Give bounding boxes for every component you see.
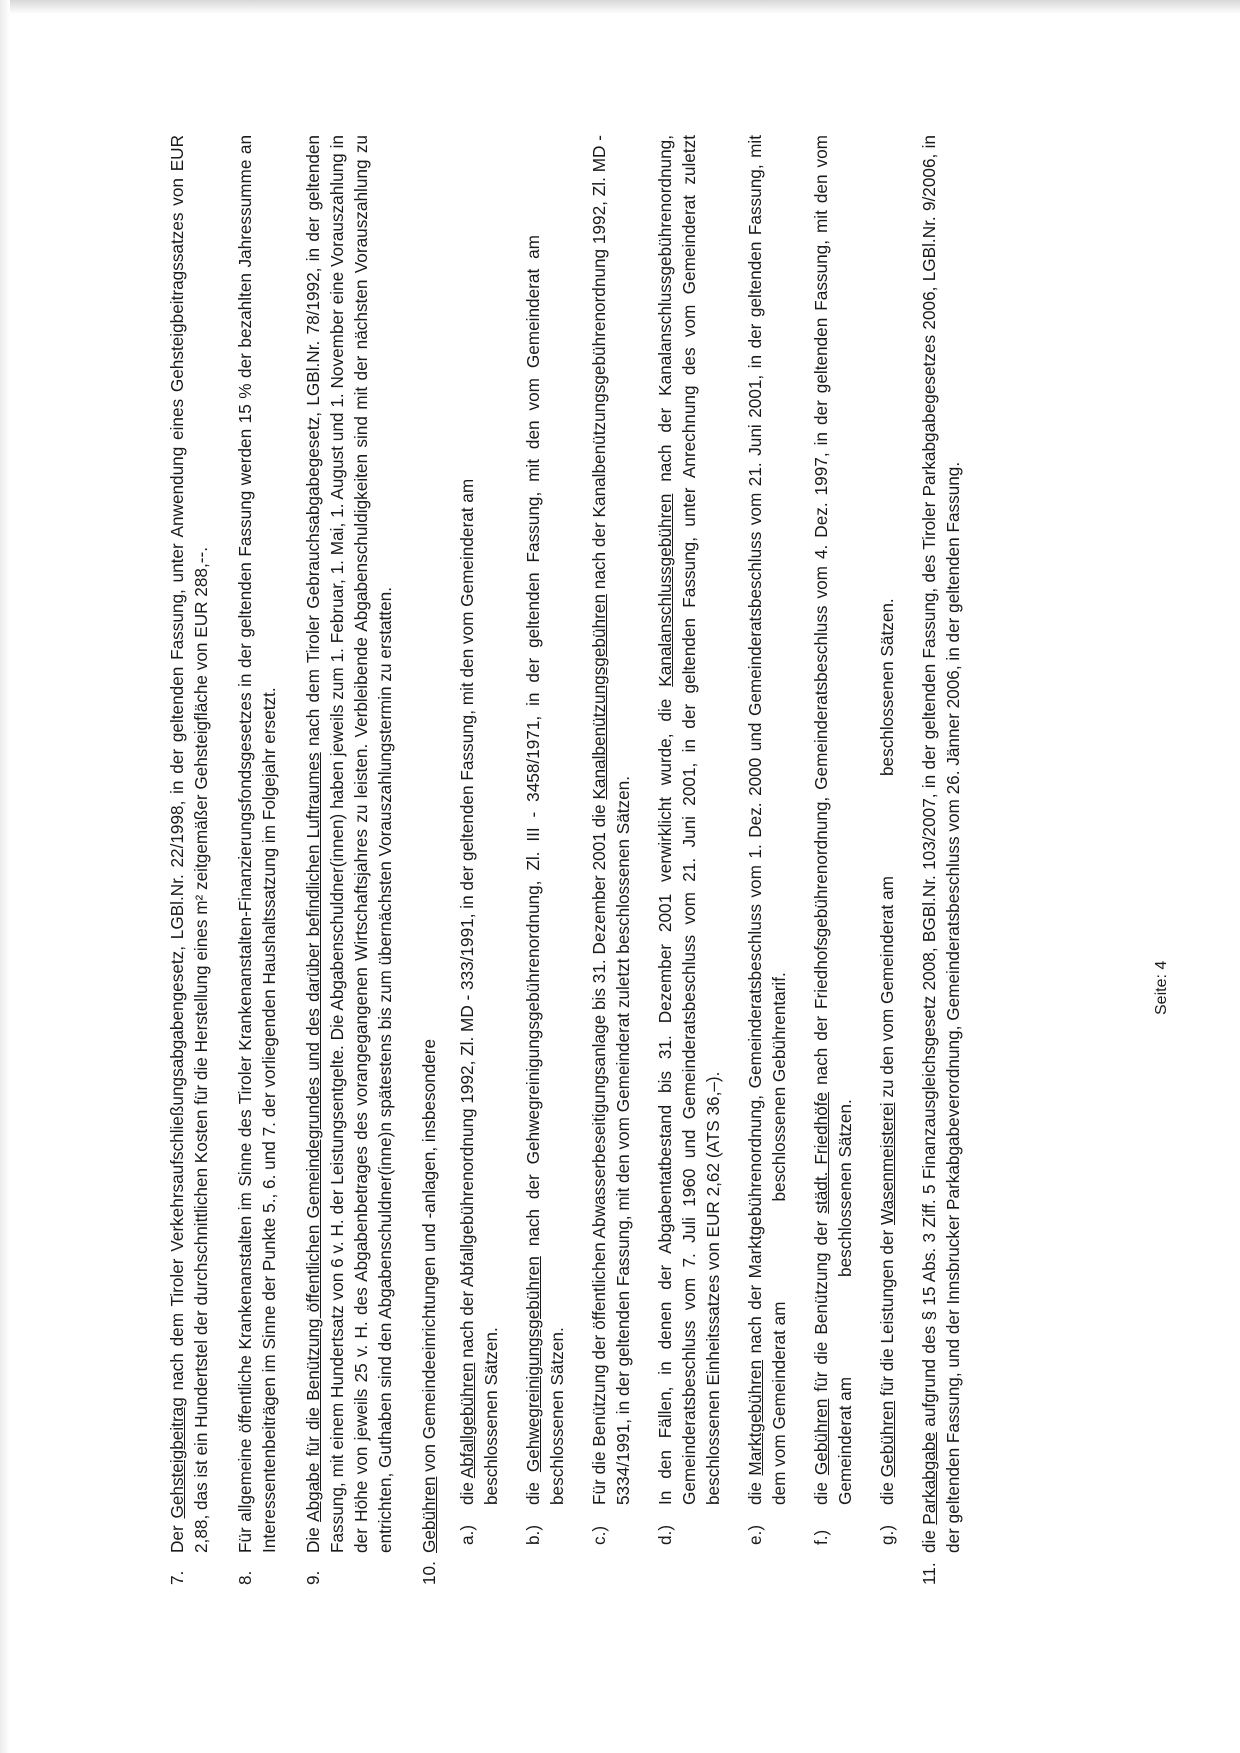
text-part: Der [167, 1518, 187, 1553]
subitem-label: f.) [811, 1529, 831, 1545]
subitem-text [587, 135, 635, 1505]
text-part: die [523, 1472, 543, 1505]
subitem-label: g.) [877, 1524, 897, 1545]
underlined-term: Kanalbenützungsgebühren [589, 594, 609, 800]
text-part: nach der Abfallgebührenordnung 1992, Zl. MD - 333/1991, in der geltenden Fassung, mit den vom Gemeinderat am [457, 478, 477, 1363]
subitem-label: c.) [589, 1525, 609, 1545]
item-9 [301, 135, 397, 1585]
item-number: 11. [919, 1562, 939, 1585]
text-part: für die Benützung der [811, 1213, 831, 1399]
subitem-text [809, 135, 857, 1505]
rotated-page-content [165, 135, 1075, 1585]
underlined-term: Gebühren [811, 1398, 831, 1476]
text-part: nach der Gehwegreinigungsgebührenordnung, Zl. III - 3458/1971, in der geltenden Fassung, mit den vom Gemeinderat am [523, 234, 543, 1257]
text-part: beschlossenen Sätzen. [481, 1327, 501, 1505]
subitem-label: a.) [457, 1524, 477, 1545]
text-part: von Gemeindeeinrichtungen und -anlagen, insbesondere [419, 1038, 439, 1477]
scan-edge-top [0, 0, 1240, 14]
text-part: für die Leistungen der [877, 1225, 897, 1401]
text-part: In den Fällen, in denen der Abgabentatbestand bis 31. Dezember 2001 verwirklicht wurde, die [655, 686, 675, 1505]
item-number: 10. [419, 1561, 439, 1585]
subitem-b [521, 135, 569, 1585]
item-8 [233, 135, 281, 1585]
subitem-c [587, 135, 635, 1585]
underlined-term: Kanalanschlussgebühren [655, 493, 675, 687]
text-part: die [811, 1475, 831, 1505]
underlined-term: Parkabgabe [919, 1432, 939, 1525]
item-text [301, 135, 397, 1553]
subitem-a [455, 135, 503, 1585]
underlined-term: Marktgebühren [745, 1359, 765, 1476]
item-number: 8. [235, 1570, 255, 1585]
text-part: beschlossenen Gebührentarif. [769, 972, 789, 1202]
item-11 [917, 135, 965, 1585]
item-text [917, 135, 965, 1553]
subitem-text [455, 135, 503, 1505]
text-part: nach dem Tiroler Gebrauchsabgabegesetz, LGBl.Nr. 78/1992, in der geltenden Fassung, mit einem Hundertsatz von 6 v. H. der Leistungsentgelte. Die Abgabenschuldner(innen) haben jeweils zum 1. Februar, 1. Mai, 1. August und 1. November eine Vorauszahlung in der Höhe von jeweils 25 v. H. des Abgabenbetrages des vorangegangenen Wirtschaftsjahres zu leisten. Verbleibende Abgabenschuldigkeiten sind mit der nächsten Vorauszahlung zu entrichten, Guthaben sind den Abgabenschuldner(inne)n spätestens bis zum übernächsten Vorauszahlungstermin zu erstatten. [303, 135, 395, 1553]
underlined-term: Gehwegreinigungsgebühren [523, 1256, 543, 1473]
subitem-text [653, 135, 725, 1505]
underlined-term: städt. Friedhöfe [811, 1092, 831, 1214]
underlined-term: Abgabe für die Benützung öffentlichen Gemeindegrundes und des darüber befindlichen Luftraumes [303, 752, 323, 1522]
text-part: die [745, 1475, 765, 1505]
scan-edge-left [0, 0, 10, 1753]
subitem-label: b.) [523, 1524, 543, 1545]
text-part: Für die Benützung der öffentlichen Abwasserbeseitigungsanlage bis 31. Dezember 2001 die [589, 799, 609, 1505]
text-part: nach der Marktgebührenordnung, Gemeinderatsbeschluss vom 1. Dez. 2000 und Gemeinderatsbeschluss vom 21. Juni 2001, in der geltenden Fassung, mit dem vom Gemeinderat am [745, 135, 789, 1505]
item-text: Für allgemeine öffentliche Krankenanstalten im Sinne des Tiroler Krankenanstalten-Finanzierungsfondsgesetzes in der geltenden Fassung werden 15 % der bezahlten Jahressumme an Interessentenbeiträgen im Sinne der Punkte 5., 6. und 7. der vorliegenden Haushaltssatzung im Folgejahr ersetzt. [235, 135, 279, 1553]
subitem-label: e.) [745, 1524, 765, 1545]
page-footer: Seite: 4 [1153, 960, 1170, 1015]
text-part: beschlossenen Sätzen. [835, 1099, 855, 1277]
text-part: die [919, 1524, 939, 1553]
text-part: aufgrund des § 15 Abs. 3 Ziff. 5 Finanzausgleichsgesetz 2008, BGBl.Nr. 103/2007, in der geltenden Fassung, des Tiroler Parkabgabegesetzes 2006, LGBl.Nr. 9/2006, in der geltenden Fassung, und der Innsbrucker Parkabgabeverordnung, Gemeinderatsbeschluss vom 26. Jänner 2006, in der geltenden Fassung. [919, 135, 963, 1553]
text-part: nach dem Tiroler Verkehrsaufschließungsabgabengesetz, LGBl.Nr. 22/1998, in der geltenden Fassung, unter Anwendung eines Gehsteigbeitragssatzes von EUR 2,88, das ist ein Hundertstel der durchschnittlichen Kosten für die Herstellung eines m² zeitgemäßer Gehsteigfläche von EUR 288,--. [167, 135, 211, 1553]
text-part: beschlossenen Sätzen. [877, 598, 897, 777]
item-text [165, 135, 213, 1553]
subitem-text [875, 135, 899, 1505]
subitem-d [653, 135, 725, 1585]
subitem-f [809, 135, 857, 1585]
item-number: 7. [167, 1570, 187, 1585]
text-part: zu den vom Gemeinderat am [877, 876, 897, 1103]
subitem-text [521, 135, 569, 1505]
text-part: nach der Kanalbenützungsgebührenordnung 1992, Zl. MD - 5334/1991, in der geltenden Fassung, mit den vom Gemeinderat zuletzt beschlossenen Sätzen. [589, 135, 633, 1505]
underlined-term: Gebühren [419, 1476, 439, 1553]
subitem-g [875, 135, 899, 1585]
text-part: Die [303, 1521, 323, 1553]
text-part: die [877, 1477, 897, 1505]
subitem-text [743, 135, 791, 1505]
text-part: die [457, 1478, 477, 1505]
text-part: beschlossenen Sätzen. [547, 1327, 567, 1505]
text-part: nach der Kanalanschlussgebührenordnung, Gemeinderatsbeschluss vom 7. Juli 1960 und Gemeinderatsbeschluss vom 21. Juni 2001, in der geltenden Fassung, unter Anrechnung des vom Gemeinderat zuletzt beschlossenen Einheitssatzes von EUR 2,62 (ATS 36,–). [655, 135, 723, 1505]
item-text [417, 135, 441, 1553]
underlined-term: Gebühren [877, 1400, 897, 1478]
underlined-term: Gehsteigbeitrag [167, 1397, 187, 1519]
text-part: nach der Friedhofsgebührenordnung, Gemeinderatsbeschluss vom 4. Dez. 1997, in der geltenden Fassung, mit den vom Gemeinderat am [811, 135, 855, 1505]
underlined-term: Wasenmeisterei [877, 1102, 897, 1226]
underlined-term: Abfallgebühren [457, 1362, 477, 1479]
item-7 [165, 135, 213, 1585]
subitem-label: d.) [655, 1524, 675, 1545]
item-10 [417, 135, 441, 1585]
subitem-e [743, 135, 791, 1585]
item-number: 9. [303, 1570, 323, 1585]
